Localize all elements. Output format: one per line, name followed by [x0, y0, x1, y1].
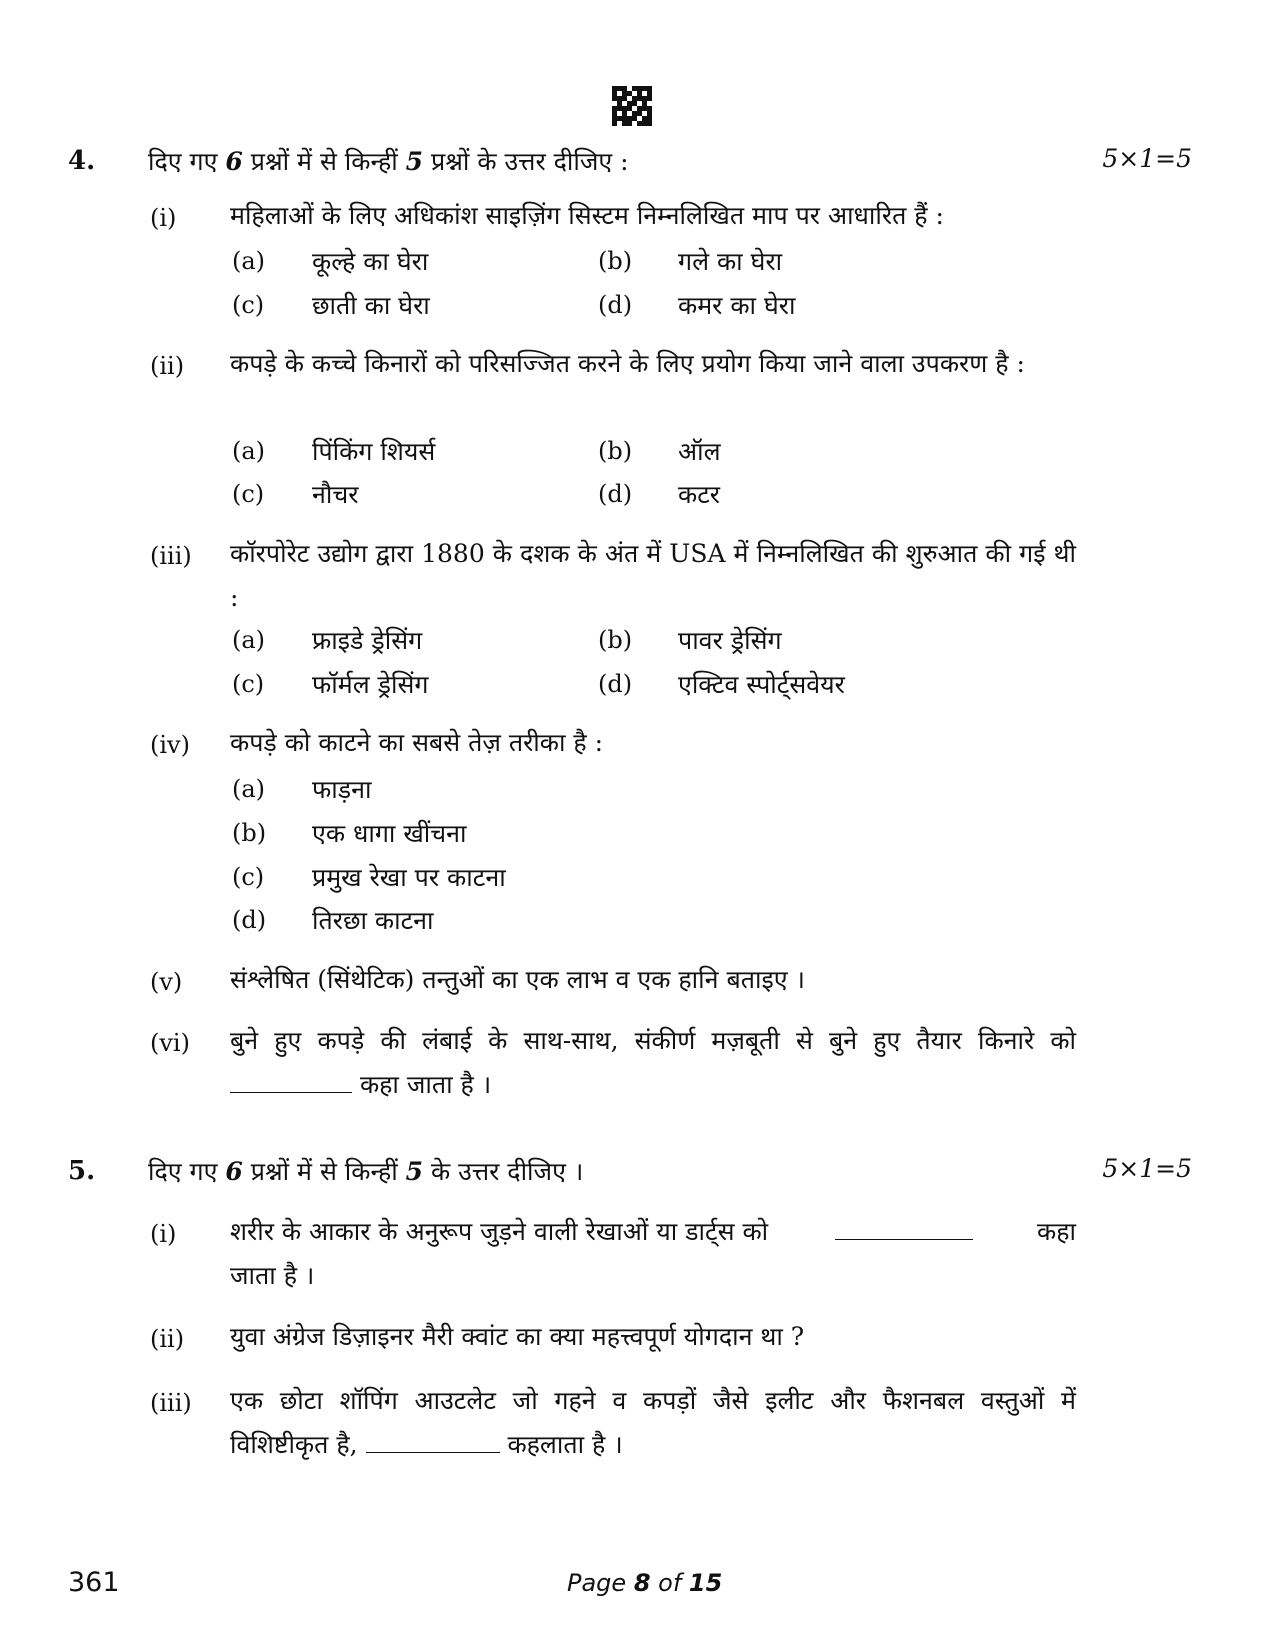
instruction-count: 5 — [405, 1157, 424, 1186]
option-text: एक धागा खींचना — [312, 819, 467, 848]
option-text: तिरछा काटना — [312, 906, 434, 935]
sub-question-text: कहलाता है । — [499, 1430, 623, 1459]
sub-question-label: (iii) — [150, 1389, 192, 1417]
page-label: Page — [567, 1569, 634, 1597]
paper-code: 361 — [68, 1567, 120, 1598]
sub-question-text: कहा — [1037, 1217, 1076, 1246]
option-label: (a) — [232, 437, 266, 465]
option-label: (d) — [598, 480, 633, 508]
option-label: (d) — [598, 291, 633, 319]
option-label: (a) — [232, 626, 266, 654]
sub-question-label: (vi) — [150, 1029, 190, 1057]
instruction-text: प्रश्नों के उत्तर दीजिए : — [423, 147, 629, 176]
sub-question-line — [230, 1063, 1076, 1107]
page-label: of — [650, 1569, 689, 1597]
page-total: 15 — [688, 1569, 723, 1597]
option-text: गले का घेरा — [678, 247, 783, 276]
option-label: (c) — [232, 863, 265, 891]
answer-blank — [366, 1434, 500, 1453]
instruction-text: प्रश्नों में से किन्हीं — [242, 1157, 406, 1186]
sub-question-text: शरीर के आकार के अनुरूप जुड़ने वाली रेखाओं या डार्ट्स को — [230, 1217, 769, 1246]
sub-question-line: जाता है । — [230, 1261, 315, 1290]
instruction-count: 6 — [225, 147, 243, 176]
option-text: फाड़ना — [312, 775, 372, 804]
question-number: 4. — [68, 146, 96, 176]
sub-question-text: संश्लेषित (सिंथेटिक) तन्तुओं का एक लाभ व एक हानि बताइए । — [230, 965, 805, 994]
instruction-text: के उत्तर दीजिए । — [423, 1157, 584, 1186]
instruction-text: प्रश्नों में से किन्हीं — [242, 147, 406, 176]
option-text: छाती का घेरा — [312, 291, 430, 320]
option-text: फ्राइडे ड्रेसिंग — [312, 626, 423, 655]
sub-question-label: (ii) — [150, 352, 185, 380]
option-text: पिंकिंग शियर्स — [312, 437, 436, 466]
marks-allocation: 5×1=5 — [1102, 1154, 1192, 1183]
instruction-text: दिए गए — [148, 147, 226, 176]
question-instruction — [148, 1154, 583, 1188]
option-label: (c) — [232, 291, 265, 319]
page-number: 8 — [633, 1569, 651, 1597]
option-text: एक्टिव स्पोर्ट्सवेयर — [678, 670, 845, 699]
option-text: कूल्हे का घेरा — [312, 247, 429, 276]
option-text: कमर का घेरा — [678, 291, 796, 320]
sub-question-label: (i) — [150, 204, 177, 232]
instruction-text: दिए गए — [148, 1157, 226, 1186]
option-label: (b) — [232, 819, 267, 847]
sub-question-label: (ii) — [150, 1325, 185, 1353]
sub-question-label: (iv) — [150, 731, 190, 759]
option-label: (a) — [232, 775, 266, 803]
option-label: (b) — [598, 247, 633, 275]
option-label: (d) — [232, 906, 267, 934]
sub-question-line: एक छोटा शॉपिंग आउटलेट जो गहने व कपड़ों जैसे इलीट और फैशनबल वस्तुओं में — [230, 1386, 1076, 1415]
sub-question-text — [230, 1379, 1076, 1467]
answer-blank — [230, 1074, 352, 1093]
instruction-count: 6 — [225, 1157, 243, 1186]
sub-question-text: कहा जाता है । — [352, 1070, 492, 1099]
sub-question-text — [230, 1019, 1076, 1107]
question-number: 5. — [68, 1156, 96, 1186]
sub-question-text: विशिष्टीकृत है, — [230, 1430, 366, 1459]
option-label: (d) — [598, 670, 633, 698]
page-indicator — [567, 1569, 722, 1597]
option-label: (c) — [232, 670, 265, 698]
sub-question-line: बुने हुए कपड़े की लंबाई के साथ-साथ, संकीर्ण मज़बूती से बुने हुए तैयार किनारे को — [230, 1026, 1076, 1055]
sub-question-text: कपड़े के कच्चे किनारों को परिसज्जित करने के लिए प्रयोग किया जाने वाला उपकरण है : — [230, 349, 1025, 378]
option-text: पावर ड्रेसिंग — [678, 626, 782, 655]
option-label: (b) — [598, 437, 633, 465]
option-text: कटर — [678, 480, 721, 509]
sub-question-line — [230, 1210, 1076, 1254]
option-text: फॉर्मल ड्रेसिंग — [312, 670, 429, 699]
instruction-count: 5 — [405, 147, 424, 176]
qr-code — [612, 86, 652, 126]
option-label: (a) — [232, 247, 266, 275]
sub-question-text: कपड़े को काटने का सबसे तेज़ तरीका है : — [230, 728, 604, 757]
answer-blank — [835, 1221, 973, 1240]
sub-question-text: युवा अंग्रेज डिज़ाइनर मैरी क्वांट का क्या महत्त्वपूर्ण योगदान था ? — [230, 1322, 805, 1351]
option-label: (c) — [232, 480, 265, 508]
question-instruction — [148, 144, 629, 178]
sub-question-label: (i) — [150, 1220, 177, 1248]
sub-question-text: महिलाओं के लिए अधिकांश साइज़िंग सिस्टम निम्नलिखित माप पर आधारित हैं : — [230, 201, 944, 230]
marks-allocation: 5×1=5 — [1102, 144, 1192, 173]
option-text: नौचर — [312, 480, 359, 509]
option-text: प्रमुख रेखा पर काटना — [312, 863, 506, 892]
option-label: (b) — [598, 626, 633, 654]
sub-question-text: कॉरपोरेट उद्योग द्वारा 1880 के दशक के अंत में USA में निम्नलिखित की शुरुआत की गई थी : — [230, 539, 1076, 612]
option-text: ऑल — [678, 437, 721, 466]
sub-question-text — [230, 1210, 1076, 1298]
sub-question-label: (v) — [150, 968, 183, 996]
sub-question-line — [230, 1423, 1076, 1467]
sub-question-label: (iii) — [150, 542, 192, 570]
